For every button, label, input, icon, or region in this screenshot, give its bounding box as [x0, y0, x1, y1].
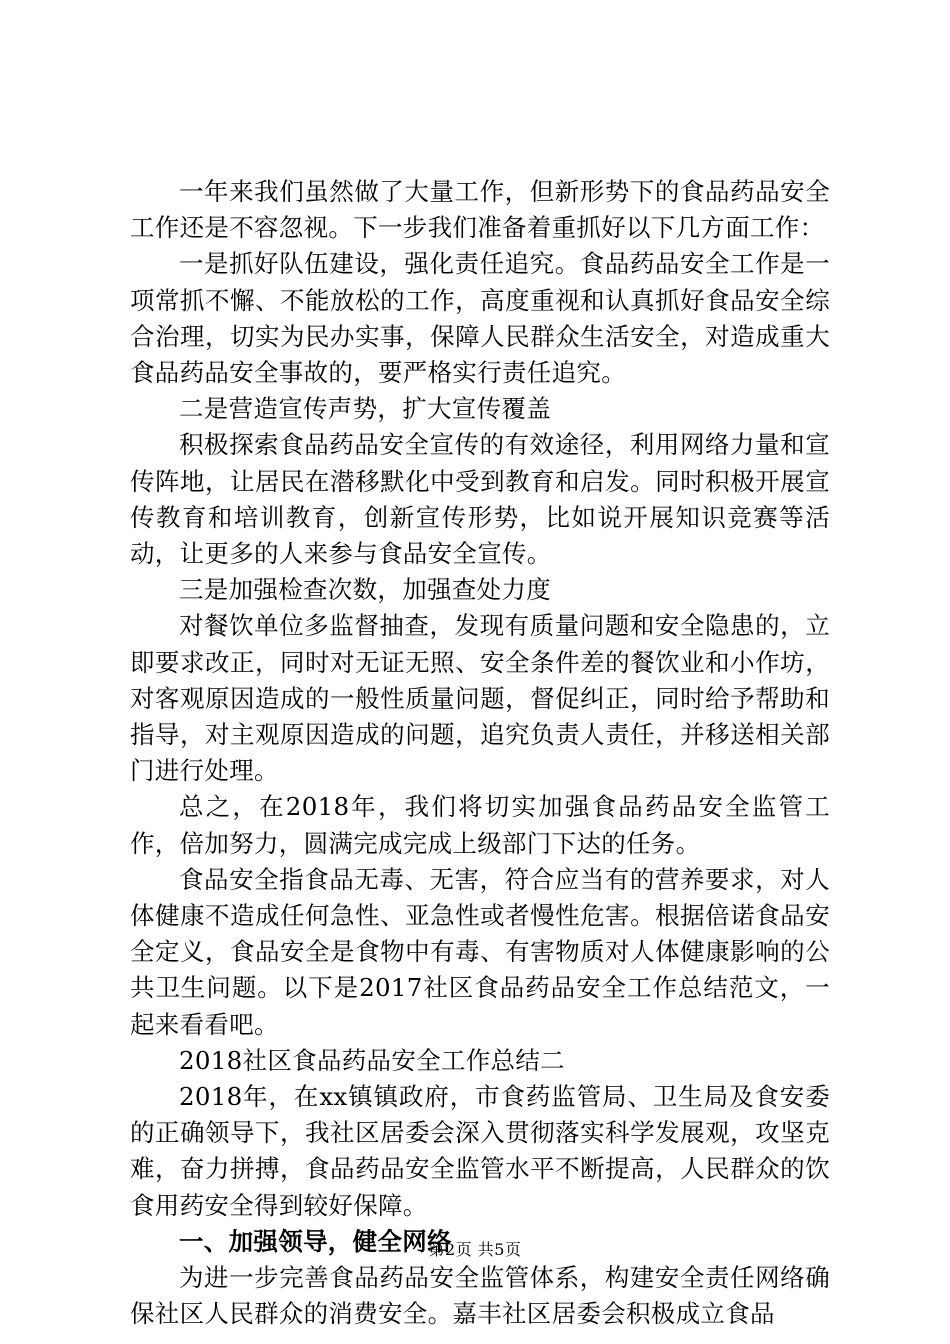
paragraph: 三是加强检查次数，加强查处力度	[179, 575, 551, 605]
paragraph: 二是营造宣传声势，扩大宣传覆盖	[179, 394, 551, 424]
paragraph: 食品安全指食品无毒、无害，符合应当有的营养要求，对人体健康不造成任何急性、亚急性或者慢性危害。根据倍诺食品安全定义，食品安全是食物中有毒、有害物质对人体健康影响的公共卫生问题。以下是2017社区食品药品安全工作总结范文，一起来看看吧。	[130, 864, 830, 1039]
section-heading: 一、加强领导，健全网络	[179, 1226, 452, 1256]
paragraph: 一是抓好队伍建设，强化责任追究。食品药品安全工作是一项常抓不懈、不能放松的工作，高度重视和认真抓好食品安全综合治理，切实为民办实事，保障人民群众生活安全，对造成重大食品药品安全事故的，要严格实行责任追究。	[130, 249, 830, 388]
paragraph: 2018年，在xx镇镇政府，市食药监管局、卫生局及食安委的正确领导下，我社区居委会深入贯彻落实科学发展观，攻坚克难，奋力拼搏，食品药品安全监管水平不断提高，人民群众的饮食用药安全得到较好保障。	[130, 1082, 830, 1220]
paragraph: 2018社区食品药品安全工作总结二	[179, 1045, 565, 1075]
paragraph: 为进一步完善食品药品安全监管体系，构建安全责任网络确保社区人民群众的消费安全。嘉丰社区居委会积极成立食品	[130, 1263, 830, 1329]
page-footer: 第2页 共5页	[428, 1240, 522, 1259]
paragraph: 一年来我们虽然做了大量工作，但新形势下的食品药品安全工作还是不容忽视。下一步我们准备着重抓好以下几方面工作：	[130, 177, 830, 243]
paragraph: 对餐饮单位多监督抽查，发现有质量问题和安全隐患的，立即要求改正，同时对无证无照、安全条件差的餐饮业和小作坊，对客观原因造成的一般性质量问题，督促纠正，同时给予帮助和指导，对主观原因造成的问题，追究负责人责任，并移送相关部门进行处理。	[130, 611, 830, 786]
paragraph: 总之，在2018年，我们将切实加强食品药品安全监管工作，倍加努力，圆满完成完成上级部门下达的任务。	[130, 792, 830, 858]
document-body	[130, 174, 830, 1333]
paragraph: 积极探索食品药品安全宣传的有效途径，利用网络力量和宣传阵地，让居民在潜移默化中受到教育和启发。同时积极开展宣传教育和培训教育，创新宣传形势，比如说开展知识竞赛等活动，让更多的人来参与食品安全宣传。	[130, 430, 830, 569]
